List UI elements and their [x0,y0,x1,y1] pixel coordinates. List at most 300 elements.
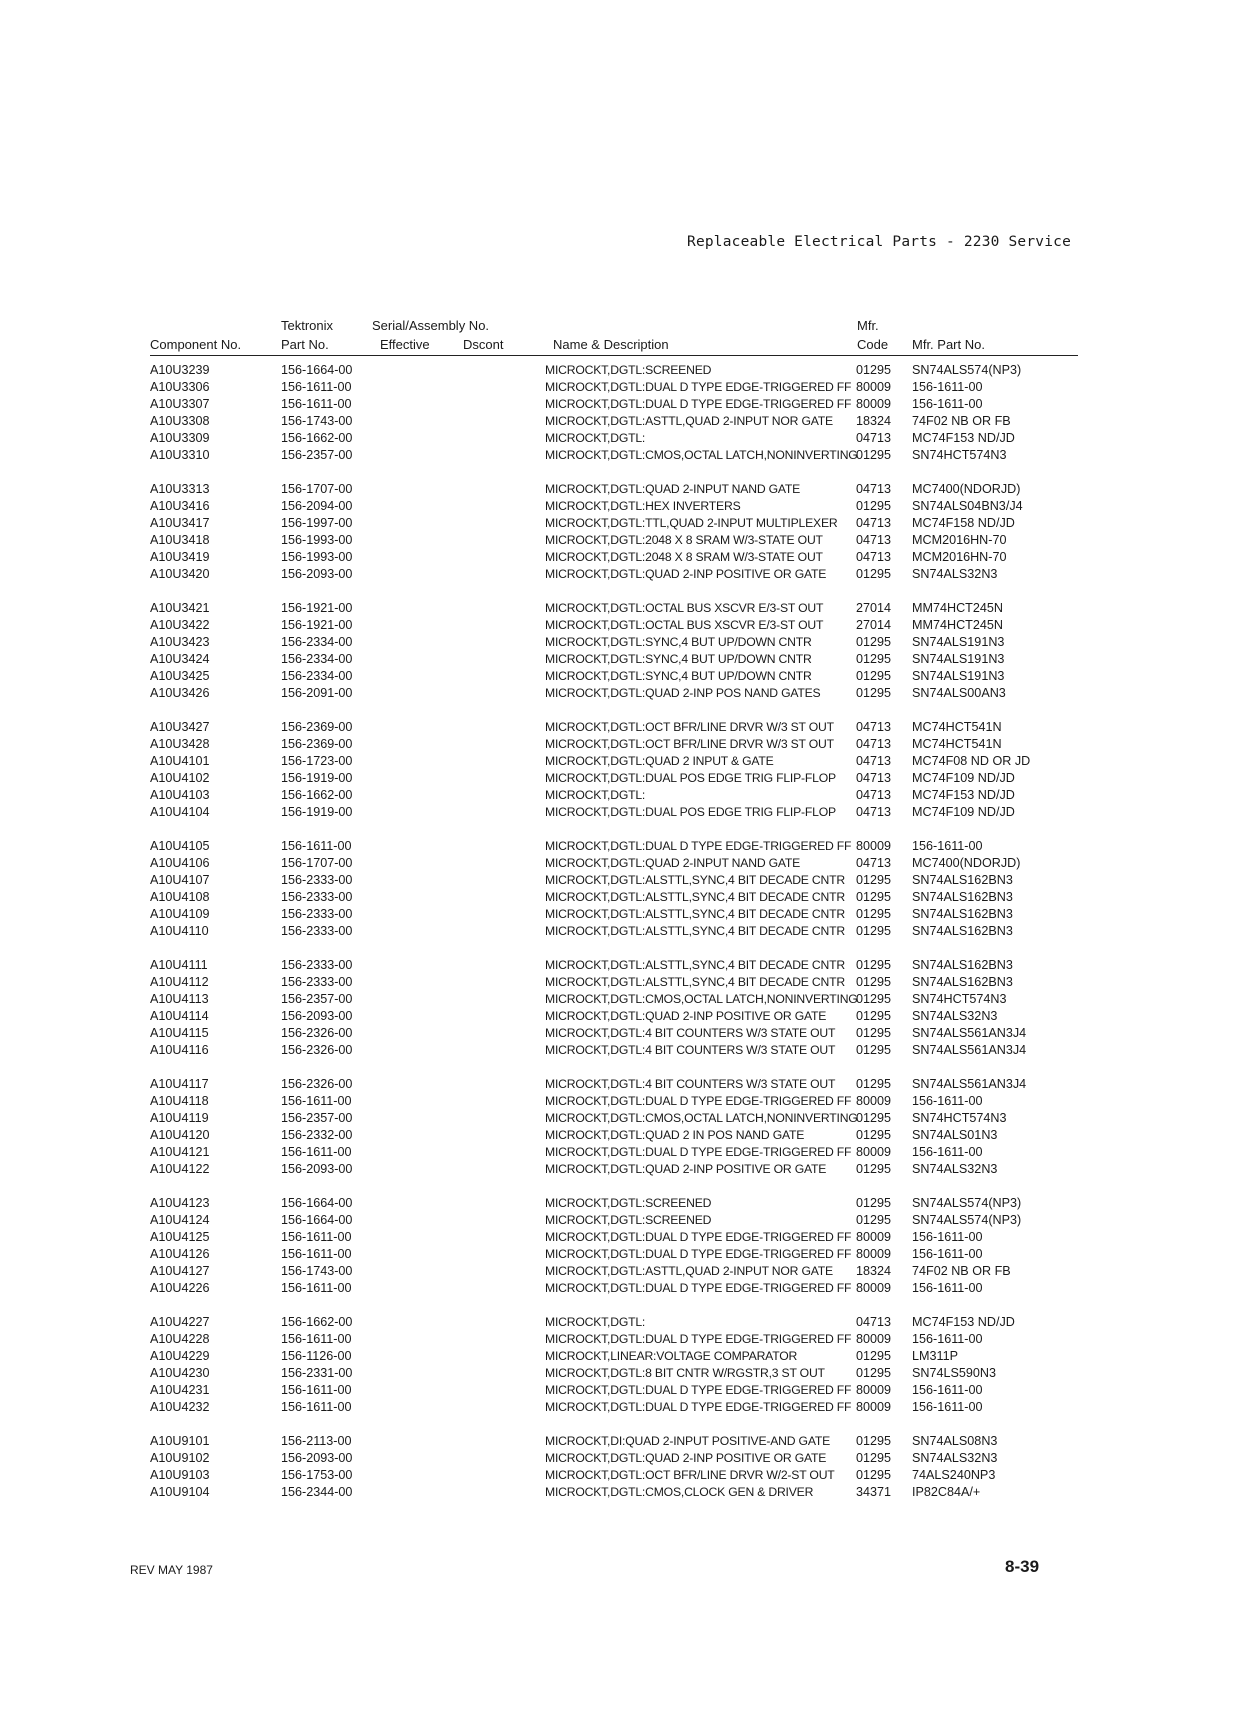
component-no: A10U4228 [150,1332,210,1346]
mfr-code: 34371 [856,1485,892,1499]
part-no: 156-2369-00 [281,720,353,734]
mfr-part-no: MC74F153 ND/JD [912,1315,1015,1329]
part-no: 156-1743-00 [281,1264,353,1278]
mfr-code: 01295 [856,635,892,649]
description: MICROCKT,DGTL:QUAD 2 INPUT & GATE [545,754,774,768]
mfr-code: 01295 [856,1196,892,1210]
mfr-code: 01295 [856,567,892,581]
mfr-code: 01295 [856,1043,892,1057]
parts-group [0,719,1233,821]
mfr-code: 01295 [856,1111,892,1125]
description: MICROCKT,DGTL:QUAD 2-INPUT NAND GATE [545,482,801,496]
mfr-code: 80009 [856,1247,892,1261]
description: MICROCKT,DGTL:TTL,QUAD 2-INPUT MULTIPLEXER [545,516,838,530]
part-no: 156-1743-00 [281,414,353,428]
description: MICROCKT,DGTL:DUAL D TYPE EDGE-TRIGGERED FF [545,1400,852,1414]
mfr-code: 04713 [856,533,892,547]
table-row [0,600,1233,617]
description: MICROCKT,DGTL:OCT BFR/LINE DRVR W/2-ST OUT [545,1468,835,1482]
description: MICROCKT,DGTL:ALSTTL,SYNC,4 BIT DECADE CNTR [545,975,845,989]
col-code-label: Code [857,337,889,352]
description: MICROCKT,LINEAR:VOLTAGE COMPARATOR [545,1349,798,1363]
part-no: 156-2113-00 [281,1434,352,1448]
mfr-part-no: MC74HCT541N [912,737,1002,751]
table-row [0,1076,1233,1093]
part-no: 156-2344-00 [281,1485,353,1499]
table-row [0,362,1233,379]
table-row [0,1212,1233,1229]
table-row [0,1450,1233,1467]
table-row [0,617,1233,634]
table-row [0,889,1233,906]
table-row [0,1127,1233,1144]
description: MICROCKT,DGTL:QUAD 2 IN POS NAND GATE [545,1128,805,1142]
part-no: 156-1126-00 [281,1349,352,1363]
part-no: 156-1993-00 [281,550,353,564]
col-tektronix-label: Tektronix [281,318,334,333]
table-row [0,855,1233,872]
part-no: 156-1611-00 [281,839,352,853]
component-no: A10U9101 [150,1434,210,1448]
description: MICROCKT,DGTL:SYNC,4 BUT UP/DOWN CNTR [545,669,812,683]
component-no: A10U4119 [150,1111,209,1125]
table-row [0,719,1233,736]
table-row [0,1399,1233,1416]
mfr-code: 04713 [856,771,892,785]
description: MICROCKT,DGTL:QUAD 2-INP POSITIVE OR GATE [545,567,827,581]
table-row [0,634,1233,651]
component-no: A10U3307 [150,397,210,411]
part-no: 156-2357-00 [281,1111,353,1125]
mfr-part-no: 156-1611-00 [912,1400,983,1414]
component-no: A10U4232 [150,1400,210,1414]
table-row [0,396,1233,413]
column-headers [0,318,1233,358]
mfr-code: 01295 [856,448,892,462]
mfr-code: 01295 [856,890,892,904]
mfr-part-no: 156-1611-00 [912,380,983,394]
table-row [0,838,1233,855]
mfr-part-no: SN74ALS04BN3/J4 [912,499,1023,513]
mfr-part-no: SN74ALS561AN3J4 [912,1043,1027,1057]
mfr-code: 80009 [856,397,892,411]
mfr-part-no: SN74ALS32N3 [912,1162,998,1176]
part-no: 156-1611-00 [281,1400,352,1414]
mfr-part-no: SN74HCT574N3 [912,1111,1007,1125]
parts-group [0,1076,1233,1178]
table-row [0,1025,1233,1042]
table-row [0,1348,1233,1365]
table-row [0,1195,1233,1212]
description: MICROCKT,DGTL:4 BIT COUNTERS W/3 STATE OUT [545,1043,836,1057]
component-no: A10U4227 [150,1315,210,1329]
mfr-part-no: 156-1611-00 [912,1332,983,1346]
part-no: 156-2093-00 [281,1009,353,1023]
part-no: 156-1664-00 [281,1213,353,1227]
mfr-code: 04713 [856,856,892,870]
mfr-code: 01295 [856,958,892,972]
mfr-part-no: SN74ALS191N3 [912,635,1005,649]
table-row [0,787,1233,804]
mfr-code: 04713 [856,516,892,530]
mfr-part-no: MC74F08 ND OR JD [912,754,1031,768]
page-number: 8-39 [1005,1557,1040,1576]
mfr-code: 04713 [856,720,892,734]
table-row [0,1433,1233,1450]
part-no: 156-1611-00 [281,1383,352,1397]
component-no: A10U4230 [150,1366,210,1380]
table-row [0,1110,1233,1127]
table-row [0,515,1233,532]
parts-group [0,1433,1233,1501]
mfr-part-no: SN74ALS191N3 [912,652,1005,666]
table-row [0,413,1233,430]
table-row [0,379,1233,396]
mfr-part-no: SN74ALS162BN3 [912,907,1013,921]
part-no: 156-2093-00 [281,567,353,581]
component-no: A10U3310 [150,448,210,462]
component-no: A10U4103 [150,788,210,802]
component-no: A10U3420 [150,567,210,581]
part-no: 156-1664-00 [281,1196,353,1210]
mfr-code: 27014 [856,618,892,632]
component-no: A10U4120 [150,1128,210,1142]
component-no: A10U3426 [150,686,210,700]
part-no: 156-1919-00 [281,805,353,819]
parts-group [0,362,1233,464]
part-no: 156-2091-00 [281,686,353,700]
component-no: A10U9104 [150,1485,210,1499]
description: MICROCKT,DGTL:DUAL D TYPE EDGE-TRIGGERED FF [545,1230,852,1244]
table-row [0,549,1233,566]
mfr-part-no: SN74ALS162BN3 [912,958,1013,972]
mfr-code: 80009 [856,839,892,853]
component-no: A10U4111 [150,958,208,972]
component-no: A10U4127 [150,1264,210,1278]
mfr-part-no: SN74ALS574(NP3) [912,1196,1022,1210]
mfr-code: 01295 [856,686,892,700]
description: MICROCKT,DGTL:2048 X 8 SRAM W/3-STATE OUT [545,533,823,547]
mfr-code: 01295 [856,1162,892,1176]
component-no: A10U3419 [150,550,210,564]
parts-group [0,1195,1233,1297]
part-no: 156-2093-00 [281,1162,353,1176]
part-no: 156-1611-00 [281,1094,352,1108]
part-no: 156-2333-00 [281,958,353,972]
description: MICROCKT,DGTL:ALSTTL,SYNC,4 BIT DECADE CNTR [545,924,845,938]
description: MICROCKT,DGTL:DUAL POS EDGE TRIG FLIP-FLOP [545,805,836,819]
table-row [0,1246,1233,1263]
component-no: A10U4122 [150,1162,210,1176]
description: MICROCKT,DGTL:SYNC,4 BUT UP/DOWN CNTR [545,635,812,649]
component-no: A10U9102 [150,1451,210,1465]
mfr-code: 01295 [856,1128,892,1142]
header-divider [150,355,1078,356]
table-row [0,736,1233,753]
mfr-part-no: 74F02 NB OR FB [912,414,1011,428]
component-no: A10U3418 [150,533,210,547]
table-row [0,1331,1233,1348]
part-no: 156-1611-00 [281,380,352,394]
description: MICROCKT,DGTL:CMOS,CLOCK GEN & DRIVER [545,1485,814,1499]
mfr-part-no: 156-1611-00 [912,839,983,853]
table-row [0,447,1233,464]
table-row [0,957,1233,974]
component-no: A10U4112 [150,975,209,989]
part-no: 156-1921-00 [281,601,353,615]
table-row [0,430,1233,447]
mfr-code: 01295 [856,652,892,666]
table-row [0,532,1233,549]
mfr-part-no: SN74ALS191N3 [912,669,1005,683]
mfr-code: 01295 [856,1009,892,1023]
part-no: 156-1611-00 [281,1230,352,1244]
component-no: A10U4113 [150,992,209,1006]
mfr-code: 04713 [856,550,892,564]
description: MICROCKT,DGTL:ASTTL,QUAD 2-INPUT NOR GATE [545,1264,833,1278]
table-row [0,1365,1233,1382]
table-row [0,1280,1233,1297]
col-part-no-label: Part No. [281,337,329,352]
mfr-part-no: 156-1611-00 [912,397,983,411]
description: MICROCKT,DGTL:ALSTTL,SYNC,4 BIT DECADE CNTR [545,890,845,904]
part-no: 156-2331-00 [281,1366,353,1380]
component-no: A10U4123 [150,1196,210,1210]
component-no: A10U3424 [150,652,210,666]
table-row [0,1093,1233,1110]
mfr-code: 01295 [856,363,892,377]
part-no: 156-1707-00 [281,482,353,496]
col-effective-label: Effective [380,337,430,352]
description: MICROCKT,DI:QUAD 2-INPUT POSITIVE-AND GATE [545,1434,831,1448]
parts-group [0,481,1233,583]
mfr-part-no: SN74LS590N3 [912,1366,997,1380]
description: MICROCKT,DGTL:SCREENED [545,1213,712,1227]
description: MICROCKT,DGTL:DUAL D TYPE EDGE-TRIGGERED FF [545,1281,852,1295]
description: MICROCKT,DGTL:QUAD 2-INP POSITIVE OR GATE [545,1009,827,1023]
part-no: 156-1997-00 [281,516,353,530]
mfr-part-no: SN74HCT574N3 [912,992,1007,1006]
description: MICROCKT,DGTL:DUAL D TYPE EDGE-TRIGGERED FF [545,1332,852,1346]
component-no: A10U3427 [150,720,210,734]
mfr-code: 01295 [856,992,892,1006]
mfr-part-no: IP82C84A/+ [912,1485,981,1499]
mfr-part-no: 156-1611-00 [912,1247,983,1261]
part-no: 156-2334-00 [281,669,353,683]
mfr-code: 01295 [856,1213,892,1227]
component-no: A10U4231 [150,1383,210,1397]
mfr-code: 04713 [856,788,892,802]
mfr-part-no: MCM2016HN-70 [912,533,1007,547]
mfr-code: 01295 [856,669,892,683]
table-row [0,991,1233,1008]
mfr-code: 80009 [856,1230,892,1244]
component-no: A10U3416 [150,499,210,513]
component-no: A10U3423 [150,635,210,649]
part-no: 156-1664-00 [281,363,353,377]
description: MICROCKT,DGTL:DUAL D TYPE EDGE-TRIGGERED FF [545,397,852,411]
description: MICROCKT,DGTL: [545,788,646,802]
mfr-code: 01295 [856,1077,892,1091]
mfr-code: 04713 [856,1315,892,1329]
part-no: 156-2333-00 [281,873,353,887]
table-row [0,804,1233,821]
component-no: A10U4110 [150,924,209,938]
mfr-code: 80009 [856,1145,892,1159]
part-no: 156-1919-00 [281,771,353,785]
part-no: 156-2093-00 [281,1451,353,1465]
table-row [0,1382,1233,1399]
part-no: 156-2333-00 [281,924,353,938]
component-no: A10U4106 [150,856,210,870]
mfr-part-no: MC74HCT541N [912,720,1002,734]
mfr-part-no: SN74ALS561AN3J4 [912,1077,1027,1091]
mfr-code: 01295 [856,499,892,513]
description: MICROCKT,DGTL:4 BIT COUNTERS W/3 STATE OUT [545,1077,836,1091]
description: MICROCKT,DGTL: [545,431,646,445]
mfr-code: 04713 [856,737,892,751]
mfr-code: 01295 [856,1434,892,1448]
description: MICROCKT,DGTL: [545,1315,646,1329]
page-title: Replaceable Electrical Parts - 2230 Service [687,234,1071,250]
description: MICROCKT,DGTL:CMOS,OCTAL LATCH,NONINVERTING [545,1111,858,1125]
part-no: 156-1662-00 [281,788,353,802]
part-no: 156-2333-00 [281,907,353,921]
mfr-code: 01295 [856,1026,892,1040]
mfr-code: 80009 [856,1383,892,1397]
description: MICROCKT,DGTL:HEX INVERTERS [545,499,741,513]
part-no: 156-2333-00 [281,975,353,989]
part-no: 156-1723-00 [281,754,353,768]
mfr-part-no: MC74F158 ND/JD [912,516,1015,530]
part-no: 156-2332-00 [281,1128,353,1142]
description: MICROCKT,DGTL:DUAL D TYPE EDGE-TRIGGERED FF [545,1145,852,1159]
part-no: 156-2334-00 [281,635,353,649]
parts-group [0,1314,1233,1416]
mfr-part-no: SN74ALS561AN3J4 [912,1026,1027,1040]
component-no: A10U4115 [150,1026,209,1040]
table-row [0,668,1233,685]
table-row [0,1144,1233,1161]
component-no: A10U4109 [150,907,210,921]
component-no: A10U4108 [150,890,210,904]
mfr-part-no: SN74ALS00AN3 [912,686,1006,700]
mfr-part-no: 156-1611-00 [912,1230,983,1244]
description: MICROCKT,DGTL:ALSTTL,SYNC,4 BIT DECADE CNTR [545,873,845,887]
part-no: 156-2357-00 [281,448,353,462]
mfr-part-no: SN74ALS162BN3 [912,873,1013,887]
mfr-part-no: SN74ALS574(NP3) [912,363,1022,377]
col-serial-label: Serial/Assembly No. [372,318,490,333]
mfr-part-no: SN74ALS08N3 [912,1434,998,1448]
mfr-part-no: MC74F153 ND/JD [912,788,1015,802]
table-row [0,481,1233,498]
table-row [0,906,1233,923]
table-row [0,770,1233,787]
mfr-code: 01295 [856,1349,892,1363]
description: MICROCKT,DGTL:OCTAL BUS XSCVR E/3-ST OUT [545,618,824,632]
part-no: 156-1662-00 [281,1315,353,1329]
description: MICROCKT,DGTL:DUAL D TYPE EDGE-TRIGGERED FF [545,839,852,853]
mfr-part-no: SN74ALS32N3 [912,1009,998,1023]
description: MICROCKT,DGTL:DUAL D TYPE EDGE-TRIGGERED FF [545,1094,852,1108]
part-no: 156-1993-00 [281,533,353,547]
mfr-code: 80009 [856,1094,892,1108]
col-mfr-part-label: Mfr. Part No. [912,337,985,352]
part-no: 156-2334-00 [281,652,353,666]
part-no: 156-2369-00 [281,737,353,751]
mfr-part-no: 156-1611-00 [912,1383,983,1397]
mfr-part-no: MM74HCT245N [912,601,1003,615]
description: MICROCKT,DGTL:QUAD 2-INP POS NAND GATES [545,686,821,700]
part-no: 156-1921-00 [281,618,353,632]
description: MICROCKT,DGTL:4 BIT COUNTERS W/3 STATE OUT [545,1026,836,1040]
mfr-code: 04713 [856,482,892,496]
part-no: 156-2326-00 [281,1077,353,1091]
description: MICROCKT,DGTL:DUAL D TYPE EDGE-TRIGGERED FF [545,1383,852,1397]
table-row [0,872,1233,889]
mfr-part-no: 156-1611-00 [912,1281,983,1295]
component-no: A10U4101 [150,754,210,768]
mfr-part-no: SN74ALS32N3 [912,567,998,581]
mfr-part-no: MC74F153 ND/JD [912,431,1015,445]
part-no: 156-1611-00 [281,1281,352,1295]
mfr-part-no: MC74F109 ND/JD [912,771,1015,785]
mfr-part-no: LM311P [912,1349,958,1363]
part-no: 156-2333-00 [281,890,353,904]
part-no: 156-1611-00 [281,397,352,411]
description: MICROCKT,DGTL:QUAD 2-INP POSITIVE OR GATE [545,1451,827,1465]
component-no: A10U3421 [150,601,210,615]
col-mfr-label: Mfr. [857,318,879,333]
component-no: A10U4118 [150,1094,209,1108]
component-no: A10U3428 [150,737,210,751]
description: MICROCKT,DGTL:CMOS,OCTAL LATCH,NONINVERTING [545,448,858,462]
mfr-part-no: SN74ALS574(NP3) [912,1213,1022,1227]
mfr-code: 80009 [856,1400,892,1414]
description: MICROCKT,DGTL:CMOS,OCTAL LATCH,NONINVERTING [545,992,858,1006]
description: MICROCKT,DGTL:ALSTTL,SYNC,4 BIT DECADE CNTR [545,907,845,921]
table-row [0,498,1233,515]
table-row [0,685,1233,702]
component-no: A10U4121 [150,1145,210,1159]
mfr-code: 80009 [856,1281,892,1295]
mfr-part-no: 156-1611-00 [912,1145,983,1159]
component-no: A10U9103 [150,1468,210,1482]
component-no: A10U4107 [150,873,210,887]
part-no: 156-1753-00 [281,1468,353,1482]
mfr-code: 27014 [856,601,892,615]
description: MICROCKT,DGTL:8 BIT CNTR W/RGSTR,3 ST OUT [545,1366,825,1380]
mfr-part-no: MC7400(NDORJD) [912,482,1021,496]
part-no: 156-1662-00 [281,431,353,445]
mfr-part-no: SN74HCT574N3 [912,448,1007,462]
part-no: 156-1611-00 [281,1332,352,1346]
mfr-part-no: SN74ALS01N3 [912,1128,998,1142]
col-dscont-label: Dscont [463,337,504,352]
mfr-part-no: MM74HCT245N [912,618,1003,632]
component-no: A10U3309 [150,431,210,445]
component-no: A10U4114 [150,1009,209,1023]
component-no: A10U3239 [150,363,210,377]
component-no: A10U4105 [150,839,210,853]
description: MICROCKT,DGTL:ALSTTL,SYNC,4 BIT DECADE CNTR [545,958,845,972]
mfr-code: 01295 [856,873,892,887]
component-no: A10U3425 [150,669,210,683]
component-no: A10U4124 [150,1213,210,1227]
col-component-label: Component No. [150,337,242,352]
mfr-part-no: 74F02 NB OR FB [912,1264,1011,1278]
